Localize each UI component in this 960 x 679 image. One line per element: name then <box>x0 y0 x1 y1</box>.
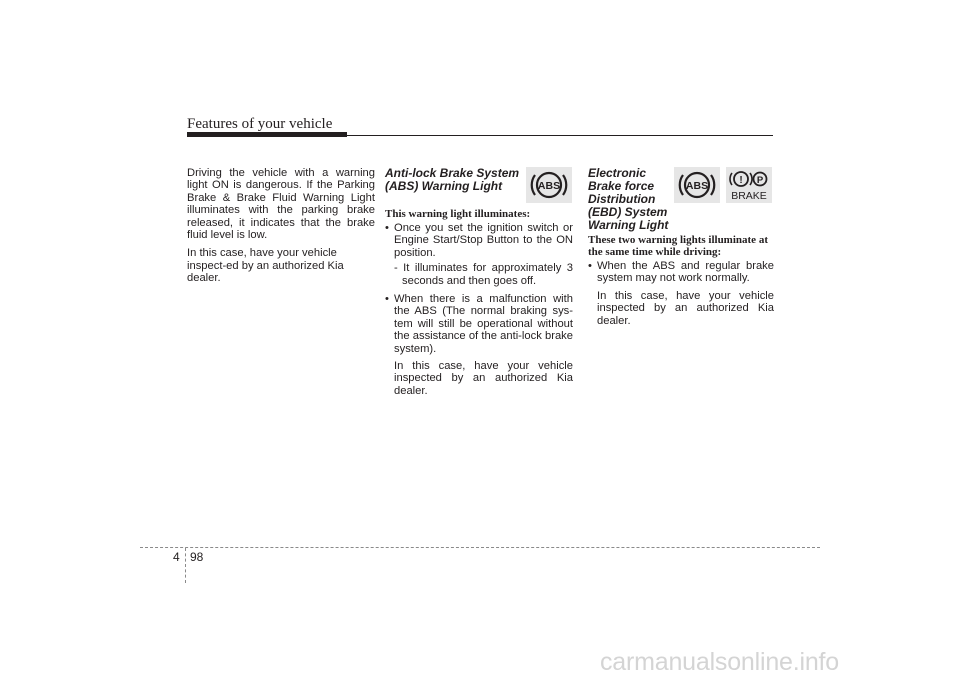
abs-warning-icon <box>526 167 572 203</box>
chapter-number: 4 <box>173 550 180 564</box>
abs-title-line: (ABS) Warning Light <box>385 179 503 193</box>
svg-text:ABS: ABS <box>537 180 561 192</box>
ebd-title-line: Electronic <box>588 166 647 180</box>
inspection-paragraph: In this case, have your vehicle inspect-ed by an authorized Kia dealer. <box>187 247 344 285</box>
ebd-title-line: (EBD) System <box>588 205 668 219</box>
brake-warning-icon <box>726 167 772 203</box>
brake-label: BRAKE <box>731 190 767 202</box>
ebd-bullet: • When the ABS and regular brake system may not work normally. <box>588 260 774 285</box>
footer-divider <box>185 548 186 583</box>
column-warning-intro <box>187 167 375 291</box>
abs-inspection-note: In this case, have your vehicle inspected by an authorized Kia dealer. <box>394 360 573 397</box>
page-number: 98 <box>190 550 204 564</box>
abs-dash-note: - It illuminates for approximately 3 seconds and then goes off. <box>394 262 573 287</box>
header-bar <box>187 132 347 137</box>
abs-bullet: • When there is a malfunction with the ABS (The normal braking sys-tem will still be operational without the assistance of the anti-lock brake system). <box>385 293 573 355</box>
page-header-title: Features of your vehicle <box>187 116 333 132</box>
abs-title-line: Anti-lock Brake System <box>385 166 520 180</box>
abs-bullet: • Once you set the ignition switch or Engine Start/Stop Button to the ON position. <box>385 222 573 259</box>
footer-rule <box>140 547 820 548</box>
ebd-title-line: Distribution <box>588 192 656 206</box>
ebd-inspection-note: In this case, have your vehicle inspected by an authorized Kia dealer. <box>597 289 774 327</box>
svg-text:!: ! <box>739 175 743 186</box>
ebd-lead: These two warning lights illuminate at the same time while driving: <box>588 234 768 258</box>
warning-paragraph: Driving the vehicle with a warning light ON is dangerous. If the Parking Brake & Brake Fluid Warning Light illuminates with the parking brake released, it indicates that the brake fluid level is low. <box>187 167 375 242</box>
ebd-title-line: Warning Light <box>588 218 669 232</box>
abs-lead: This warning light illuminates: <box>385 208 531 220</box>
svg-text:ABS: ABS <box>685 180 709 192</box>
abs-warning-icon <box>674 167 720 203</box>
ebd-title-line: Brake force <box>588 179 655 193</box>
svg-text:P: P <box>756 175 764 186</box>
watermark: carmanualsonline.info <box>600 648 840 676</box>
header-rule <box>347 135 773 136</box>
